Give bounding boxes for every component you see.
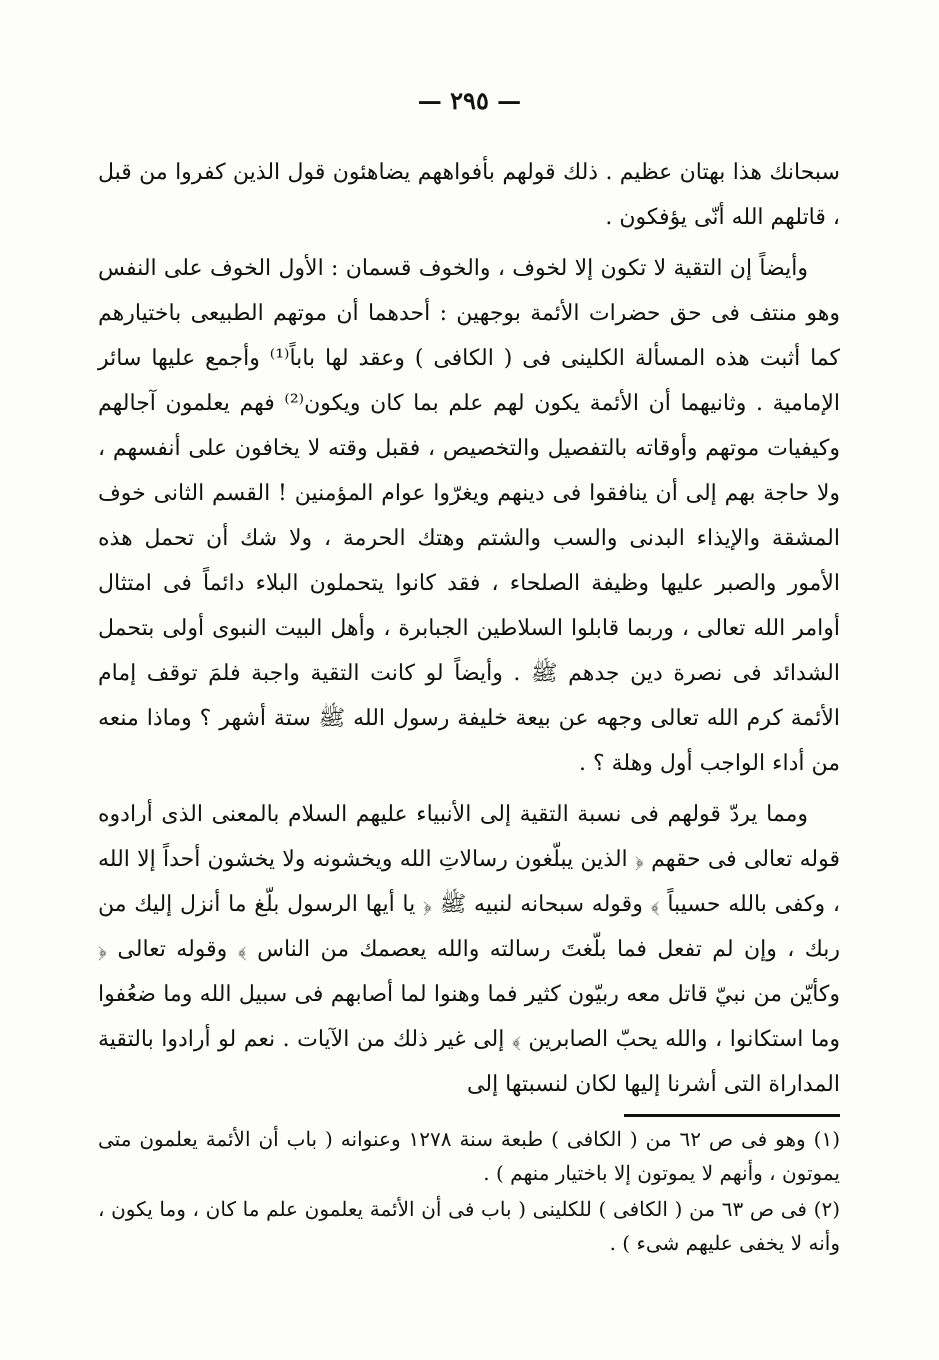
page-number: — ٢٩٥ — [417, 86, 522, 115]
footnote-divider [624, 1114, 840, 1117]
paragraph-1: سبحانك هذا بهتان عظيم . ذلك قولهم بأفواههم يضاهئون قول الذين كفروا من قبل ، قاتلهم الله أنّى يؤفكون . [98, 160, 840, 230]
paragraph-3: ومما يردّ قولهم فى نسبة التقية إلى الأنبياء عليهم السلام بالمعنى الذى أرادوه قوله تعالى فى حقهم ﴿ الذين يبلّغون رسالاتِ الله ويخشونه ولا يخشون أحداً إلا الله ، وكفى بالله حسيباً ﴾ وقوله سبحانه لنبيه ﷺ ﴿ يا أيها الرسول بلّغ ما أنزل إليك من ربك ، وإن لم تفعل فما بلّغتَ رسالته والله يعصمك من الناس ﴾ وقوله تعالى ﴿ وكأيّن من نبيّ قاتل معه ربيّون كثير فما وهنوا لما أصابهم فى سبيل الله وما ضعُفوا وما استكانوا ، والله يحبّ الصابرين ﴾ إلى غير ذلك من الآيات . نعم لو أرادوا بالتقية المداراة التى أشرنا إليها لكان لنسبتها إلى [98, 802, 840, 1097]
footnote-1: (١) وهو فى ص ٦٢ من ( الكافى ) طبعة سنة ١٢٧٨ وعنوانه ( باب أن الأئمة يعلمون متى يموتون ، وأنهم لا يموتون إلا باختيار منهم ) . [98, 1127, 841, 1185]
footnote-2: (٢) فى ص ٦٣ من ( الكافى ) للكلينى ( باب فى أن الأئمة يعلمون علم ما كان ، وما يكون ، وأنه لا يخفى عليهم شىء ) . [98, 1197, 840, 1255]
footnotes [98, 1122, 840, 1262]
paragraph-2: وأيضاً إن التقية لا تكون إلا لخوف ، والخوف قسمان : الأول الخوف على النفس وهو منتف فى حق حضرات الأئمة بوجهين : أحدهما أن موتهم الطبيعى باختيارهم كما أثبت هذه المسألة الكلينى فى ( الكافى ) وعقد لها باباً⁽¹⁾ وأجمع عليها سائر الإمامية . وثانيهما أن الأئمة يكون لهم علم بما كان ويكون⁽²⁾ فهم يعلمون آجالهم وكيفيات موتهم وأوقاته بالتفصيل والتخصيص ، فقبل وقته لا يخافون على أنفسهم ، ولا حاجة بهم إلى أن ينافقوا فى دينهم ويغرّوا عوام المؤمنين ! القسم الثانى خوف المشقة والإيذاء البدنى والسب والشتم وهتك الحرمة ، ولا شك أن تحمل هذه الأمور والصبر عليها وظيفة الصلحاء ، فقد كانوا يتحملون البلاء دائماً فى امتثال أوامر الله تعالى ، وربما قابلوا السلاطين الجبابرة ، وأهل البيت النبوى أولى بتحمل الشدائد فى نصرة دين جدهم ﷺ . وأيضاً لو كانت التقية واجبة فلمَ توقف إمام الأئمة كرم الله تعالى وجهه عن بيعة خليفة رسول الله ﷺ ستة أشهر ؟ وماذا منعه من أداء الواجب أول وهلة ؟ . [98, 256, 840, 776]
main-text [98, 150, 840, 1107]
